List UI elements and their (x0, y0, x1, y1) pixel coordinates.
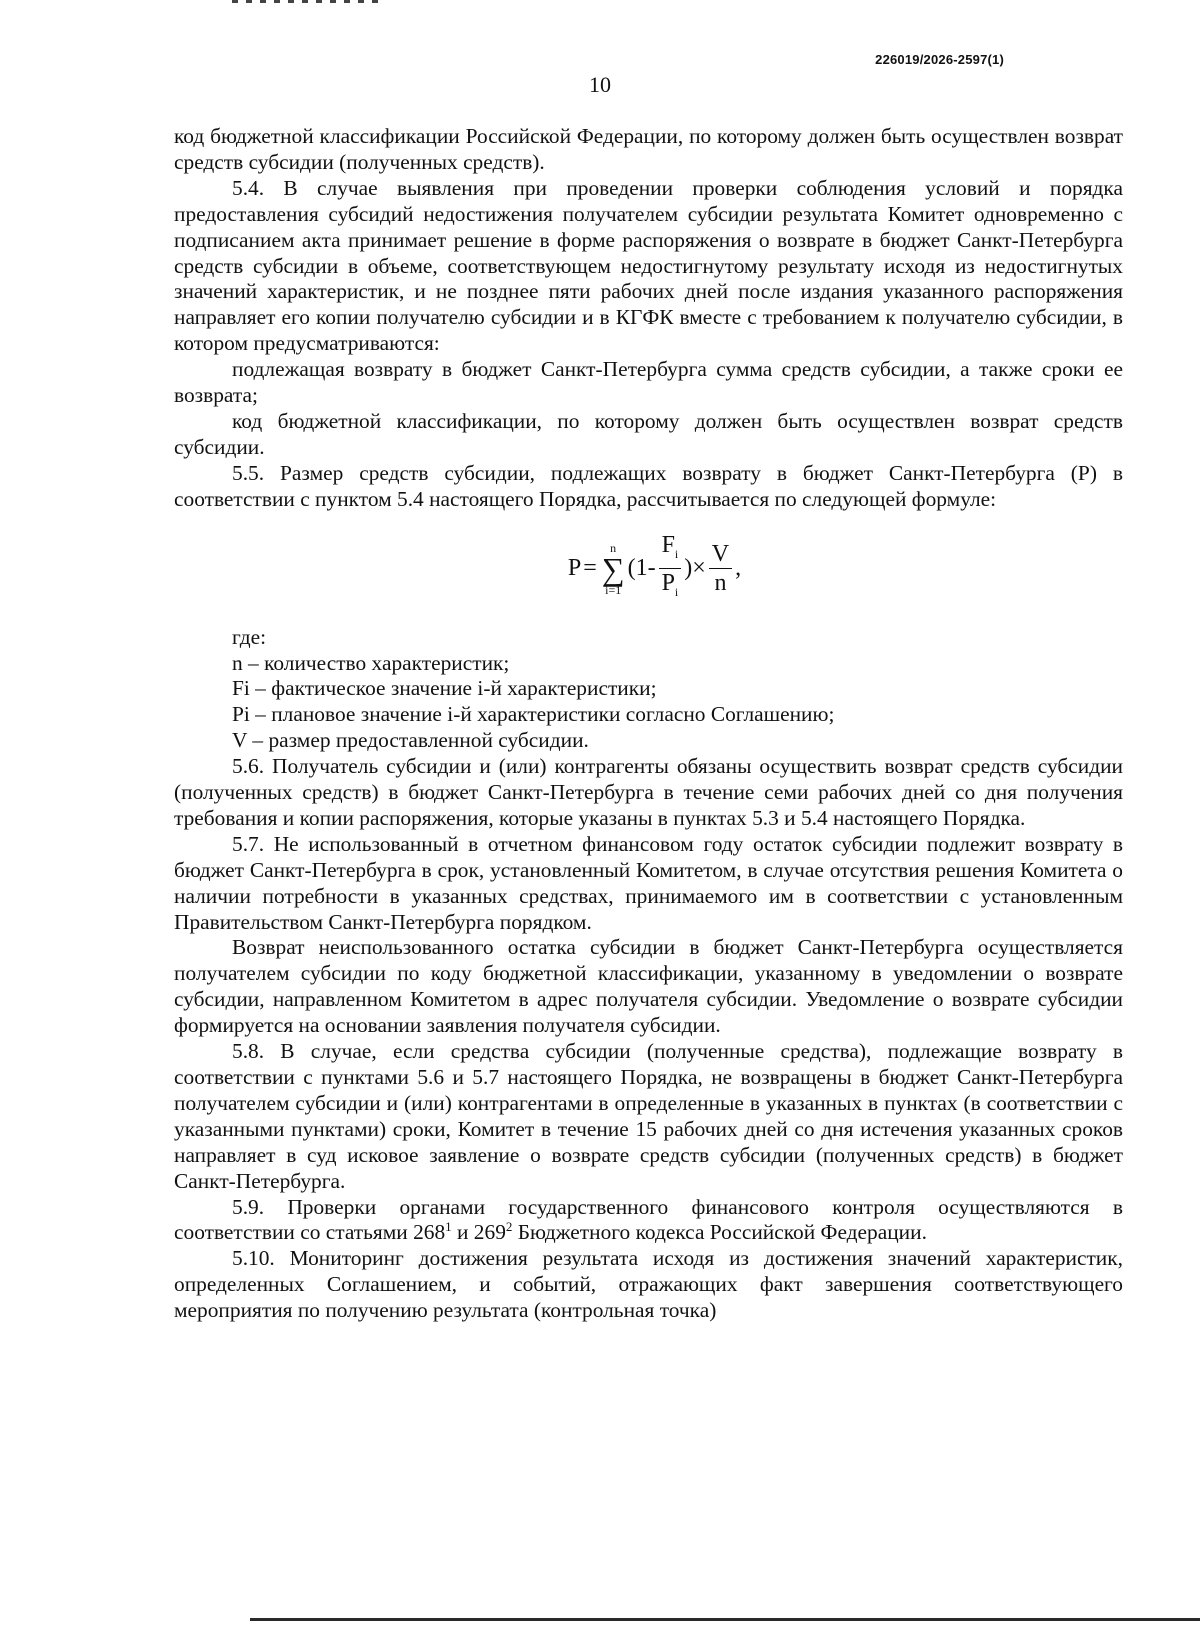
formula-open-paren: (1- (627, 554, 656, 581)
formula-comma: , (735, 554, 742, 581)
return-formula (568, 531, 741, 606)
sum-lower-limit: i=1 (605, 582, 622, 597)
paragraph-5-9: 5.9. Проверки органами государственного финансового контроля осуществляются в соответствии со статьями $268^1$ и $269^2$ Бюджетного кодекса Российской Федерации. (174, 1194, 1123, 1245)
formula-close-paren-times: )× (684, 554, 706, 581)
paragraph-5-7: 5.7. Не использованный в отчетном финансовом году остаток субсидии подлежит возврату в бюджет Санкт-Петербурга в срок, установленный Комитетом, в случае отсутствия решения Комитета о наличии потребности в указанных средствах, принимаемого им в соответствии с установленным Правительством Санкт-Петербурга порядком. (174, 831, 1123, 934)
sigma-symbol: ∑ (601, 550, 625, 587)
document-body (174, 124, 1123, 1324)
document-id: 226019/2026-2597(1) (875, 52, 1004, 67)
formula-equals: = (583, 554, 597, 581)
paragraph-unused-return: Возврат неиспользованного остатка субсидии в бюджет Санкт-Петербурга осуществляется получателем субсидии по коду бюджетной классификации, указанному в уведомлении о возврате субсидии, направленном Комитетом в адрес получателя субсидии. Уведомление о возврате субсидии формируется на основании заявления получателя субсидии. (174, 935, 1123, 1038)
formula-block (174, 513, 1123, 625)
scan-edge-line (250, 1618, 1200, 1621)
paragraph-5-10: 5.10. Мониторинг достижения результата исходя из достижения значений характеристик, определенных Соглашением, и событий, отражающих факт завершения соответствующего мероприятия по получению результата (контрольная точка) (174, 1246, 1123, 1323)
paragraph-budget-code: код бюджетной классификации Российской Федерации, по которому должен быть осуществлен возврат средств субсидии (полученных средств). (174, 124, 1123, 174)
fraction-denominator-p: $P_i$ (661, 570, 679, 599)
scan-artifact-top (232, 0, 382, 3)
where-label: где: (232, 624, 267, 649)
fraction-denominator-n: n (714, 570, 727, 597)
summation-operator (602, 542, 625, 596)
paragraph-5-5: 5.5. Размер средств субсидии, подлежащих возврату в бюджет Санкт-Петербурга (Р) в соответствии с пунктом 5.4 настоящего Порядка, рассчитывается по следующей формуле: (174, 460, 1123, 511)
paragraph-5-8: 5.8. В случае, если средства субсидии (полученные средства), подлежащие возврату в соответствии с пунктами 5.6 и 5.7 настоящего Порядка, не возвращены в бюджет Санкт-Петербурга получателем субсидии и (или) контрагентами в определенные в указанных в пунктах (в соответствии с указанными пунктами) сроки, Комитет в течение 15 рабочих дней со дня истечения указанных сроков направляет в суд исковое заявление о возврате средств субсидии (полученных средств) в бюджет Санкт-Петербурга. (174, 1039, 1123, 1193)
sum-upper-limit: n (610, 540, 617, 555)
definition-v: V – размер предоставленной субсидии. (232, 728, 589, 753)
definition-pi: Pi – плановое значение i-й характеристики согласно Соглашению; (232, 702, 835, 727)
formula-lhs: P (567, 554, 582, 581)
paragraph-5-6: 5.6. Получатель субсидии и (или) контрагенты обязаны осуществить возврат средств субсидии (полученных средств) в бюджет Санкт-Петербурга в течение семи рабочих дней со дня получения требования и копии распоряжения, которые указаны в пунктах 5.3 и 5.4 настоящего Порядка. (174, 754, 1123, 830)
definition-fi: Fi – фактическое значение i-й характеристики; (232, 676, 657, 701)
page-number: 10 (589, 72, 611, 97)
fraction-fi-pi (659, 531, 682, 606)
paragraph-return-code: код бюджетной классификации, по которому должен быть осуществлен возврат средств субсидии. (174, 408, 1123, 459)
footnote-sup-2: 2 (505, 1219, 513, 1235)
paragraph-return-amount: подлежащая возврату в бюджет Санкт-Петербурга сумма средств субсидии, а также сроки ее возврата; (174, 357, 1123, 408)
footnote-sup-1: 1 (445, 1219, 452, 1235)
fraction-v-n (709, 540, 732, 597)
fraction-numerator-f: $F_i$ (659, 531, 682, 569)
definition-n: n – количество характеристик; (232, 650, 510, 675)
fraction-numerator-v: V (709, 540, 732, 569)
paragraph-5-4: 5.4. В случае выявления при проведении проверки соблюдения условий и порядка предоставления субсидий недостижения получателем субсидии результата Комитет одновременно с подписанием акта принимает решение в форме распоряжения о возврате в бюджет Санкт-Петербурга средств субсидии в объеме, соответствующем недостигнутому результату исходя из недостигнутых значений характеристик, и не позднее пяти рабочих дней после издания указанного распоряжения направляет его копии получателю субсидии и в КГФК вместе с требованием к получателю субсидии, в котором предусматриваются: (174, 175, 1123, 356)
